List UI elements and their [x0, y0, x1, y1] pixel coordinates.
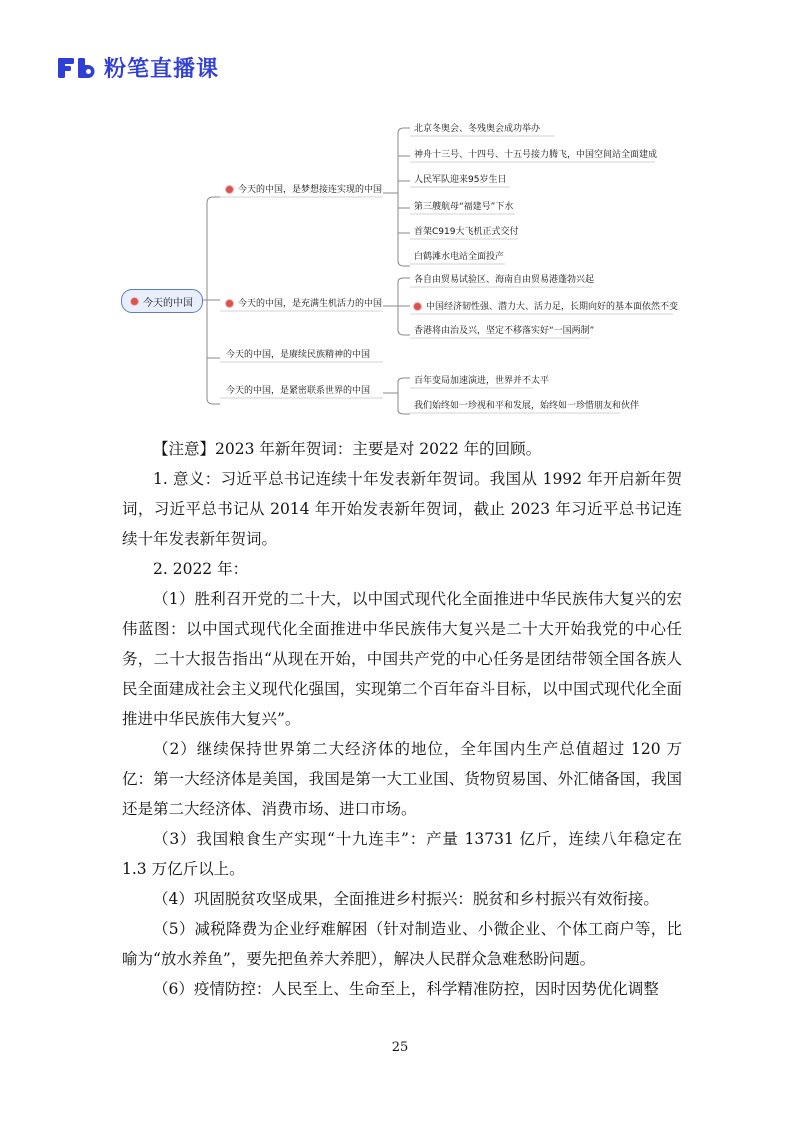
- paragraph: （1）胜利召开党的二十大，以中国式现代化全面推进中华民族伟大复兴的宏伟蓝图：以中国式现代化全面推进中华民族伟大复兴是二十大开始我党的中心任务，二十大报告指出“从现在开始，中国共产党的中心任务是团结带领全国各族人民全面建成社会主义现代化强国，实现第二个百年奋斗目标，以中国式现代化全面推进中华民族伟大复兴”。: [122, 590, 682, 728]
- leaf: 北京冬奥会、冬残奥会成功举办: [414, 124, 541, 134]
- document-body: [122, 434, 682, 1004]
- leaf: 我们始终如一珍视和平和发展，始终如一珍惜朋友和伙伴: [414, 401, 640, 411]
- leaf: 神舟十三号、十四号、十五号接力腾飞，中国空间站全面建成: [414, 150, 658, 160]
- page-number: 25: [391, 1040, 409, 1055]
- branch-world: 今天的中国，是紧密联系世界的中国: [226, 386, 371, 396]
- mindmap-root: [121, 289, 203, 313]
- branch-vitality: 今天的中国，是充满生机活力的中国: [226, 298, 382, 310]
- branch-dream: 今天的中国，是梦想接连实现的中国: [226, 184, 382, 196]
- paragraph: （3）我国粮食生产实现“十九连丰”：产量 13731 亿斤，连续八年稳定在 1.3 万亿斤以上。: [122, 830, 682, 878]
- paragraph: 2. 2022 年：: [153, 560, 249, 578]
- leaf: 首架C919大飞机正式交付: [414, 227, 519, 237]
- leaf: 中国经济韧性强、潜力大、活力足，长期向好的基本面依然不变: [414, 301, 678, 313]
- red-dot-icon: [226, 300, 233, 307]
- paragraph: （4）巩固脱贫攻坚成果，全面推进乡村振兴：脱贫和乡村振兴有效衔接。: [153, 890, 659, 908]
- paragraph: （6）疫情防控：人民至上、生命至上，科学精准防控，因时因势优化调整: [153, 980, 659, 998]
- red-dot-icon: [131, 298, 138, 305]
- root-label: 今天的中国: [143, 297, 193, 309]
- leaf: 白鹤滩水电站全面投产: [414, 252, 505, 262]
- paragraph: （5）减税降费为企业纾难解困（针对制造业、小微企业、个体工商户等，比喻为“放水养鱼”，要先把鱼养大养肥），解决人民群众急难愁盼问题。: [122, 920, 682, 968]
- mindmap: [0, 0, 800, 420]
- leaf: 第三艘航母“福建号”下水: [414, 202, 514, 212]
- leaf: 香港将由治及兴，坚定不移落实好“一国两制”: [414, 326, 595, 336]
- leaf: 各自由贸易试验区、海南自由贸易港蓬勃兴起: [414, 275, 595, 285]
- red-dot-icon: [226, 186, 233, 193]
- branch-spirit: 今天的中国，是赓续民族精神的中国: [226, 350, 371, 360]
- brand-name: 粉笔直播课: [104, 57, 220, 82]
- note-paragraph: 【注意】2023 年新年贺词：主要是对 2022 年的回顾。: [153, 440, 542, 458]
- paragraph: 1. 意义：习近平总书记连续十年发表新年贺词。我国从 1992 年开启新年贺词，习近平总书记从 2014 年开始发表新年贺词，截止 2023 年习近平总书记连续十年发表新年贺词。: [122, 470, 682, 548]
- leaf: 人民军队迎来95岁生日: [414, 175, 507, 185]
- paragraph: （2）继续保持世界第二大经济体的地位，全年国内生产总值超过 120 万亿：第一大经济体是美国，我国是第一大工业国、货物贸易国、外汇储备国，我国还是第二大经济体、消费市场、进口市场。: [122, 740, 682, 818]
- leaf: 百年变局加速演进，世界并不太平: [414, 376, 550, 386]
- red-dot-icon: [414, 303, 421, 310]
- mindmap-connectors: [0, 0, 800, 420]
